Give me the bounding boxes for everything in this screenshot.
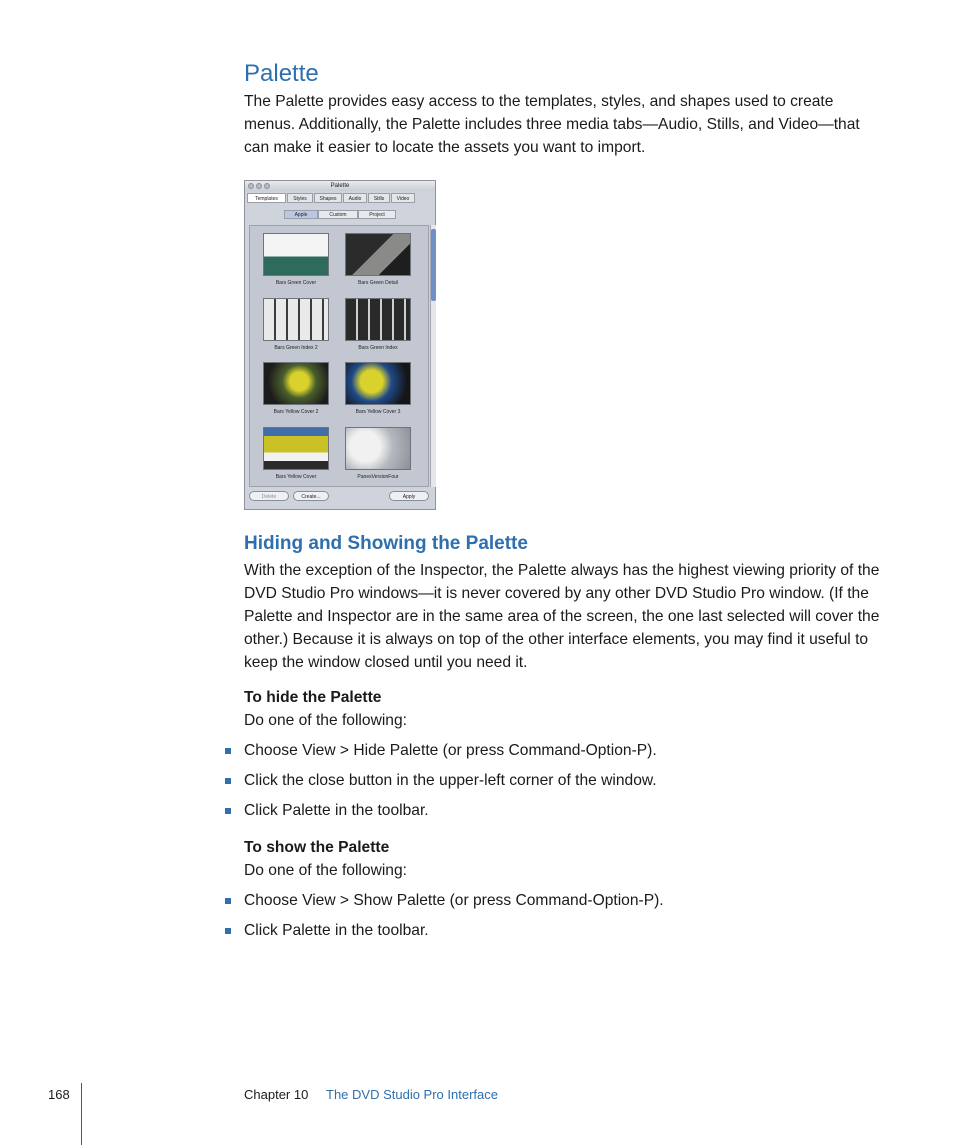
bullet-icon — [225, 928, 231, 934]
bullet-icon — [225, 778, 231, 784]
template-label: Bars Yellow Cover — [275, 474, 317, 480]
bullet-icon — [225, 748, 231, 754]
intro-paragraph: The Palette provides easy access to the templates, styles, and shapes used to create menus. Additionally, the Palette includes three media tabs—Audio, Stills, and Video—that can make it easier to locate the assets you want to import. — [244, 93, 860, 156]
section-heading: Palette — [244, 60, 319, 87]
tab-styles[interactable]: Styles — [287, 193, 313, 203]
tab-video[interactable]: Video — [391, 193, 415, 203]
minimize-icon[interactable] — [256, 183, 262, 189]
segment-project[interactable]: Project — [358, 210, 396, 219]
show-task-title: To show the Palette — [244, 839, 390, 856]
hide-task-title: To hide the Palette — [244, 689, 382, 706]
bullet-icon — [225, 808, 231, 814]
show-step: Click Palette in the toolbar. — [244, 922, 429, 939]
page-number: 168 — [48, 1087, 70, 1102]
template-grid — [249, 225, 429, 487]
subheading: Hiding and Showing the Palette — [244, 533, 528, 554]
window-title: Palette — [245, 181, 435, 191]
template-thumbnail[interactable] — [345, 362, 411, 405]
template-label: PanesVersionFour — [357, 474, 399, 480]
template-thumbnail[interactable] — [345, 233, 411, 276]
segment-custom[interactable]: Custom — [318, 210, 358, 219]
template-thumbnail[interactable] — [263, 427, 329, 470]
tab-templates[interactable]: Templates — [247, 193, 286, 203]
chapter-label: Chapter 10 — [244, 1087, 309, 1102]
template-thumbnail[interactable] — [263, 362, 329, 405]
show-task-lead: Do one of the following: — [244, 862, 407, 879]
template-thumbnail[interactable] — [263, 298, 329, 341]
template-label: Bars Green Cover — [275, 280, 317, 286]
footer-divider — [81, 1083, 82, 1145]
palette-window — [244, 180, 436, 510]
delete-button[interactable]: Delete — [249, 491, 289, 501]
apply-button[interactable]: Apply — [389, 491, 429, 501]
hide-step: Choose View > Hide Palette (or press Command-Option-P). — [244, 742, 657, 759]
template-label: Bars Green Index 2 — [274, 345, 318, 351]
tab-shapes[interactable]: Shapes — [314, 193, 342, 203]
hide-step: Click Palette in the toolbar. — [244, 802, 429, 819]
chapter-title: The DVD Studio Pro Interface — [326, 1087, 498, 1102]
template-thumbnail[interactable] — [345, 427, 411, 470]
hiding-paragraph: With the exception of the Inspector, the Palette always has the highest viewing priority of the DVD Studio Pro windows—it is never covered by any other DVD Studio Pro window. (If the Palette and Inspector are in the same area of the screen, the one last selected will cover the other.) Because it is always on top of the other interface elements, you may find it useful to keep the window closed until you need it. — [244, 562, 880, 671]
close-icon[interactable] — [248, 183, 254, 189]
template-thumbnail[interactable] — [345, 298, 411, 341]
vertical-scrollbar[interactable] — [430, 225, 436, 487]
tab-stills[interactable]: Stills — [368, 193, 390, 203]
bullet-icon — [225, 898, 231, 904]
template-thumbnail[interactable] — [263, 233, 329, 276]
template-label: Bars Yellow Cover 3 — [355, 409, 401, 415]
hide-step: Click the close button in the upper-left corner of the window. — [244, 772, 657, 789]
segment-apple[interactable]: Apple — [284, 210, 318, 219]
zoom-icon[interactable] — [264, 183, 270, 189]
template-label: Bars Green Detail — [358, 280, 398, 286]
hide-task-lead: Do one of the following: — [244, 712, 407, 729]
create-button[interactable]: Create... — [293, 491, 329, 501]
show-step: Choose View > Show Palette (or press Command-Option-P). — [244, 892, 664, 909]
template-label: Bars Yellow Cover 2 — [273, 409, 319, 415]
template-label: Bars Green Index — [358, 345, 398, 351]
scrollbar-thumb[interactable] — [431, 229, 436, 301]
tab-audio[interactable]: Audio — [343, 193, 367, 203]
